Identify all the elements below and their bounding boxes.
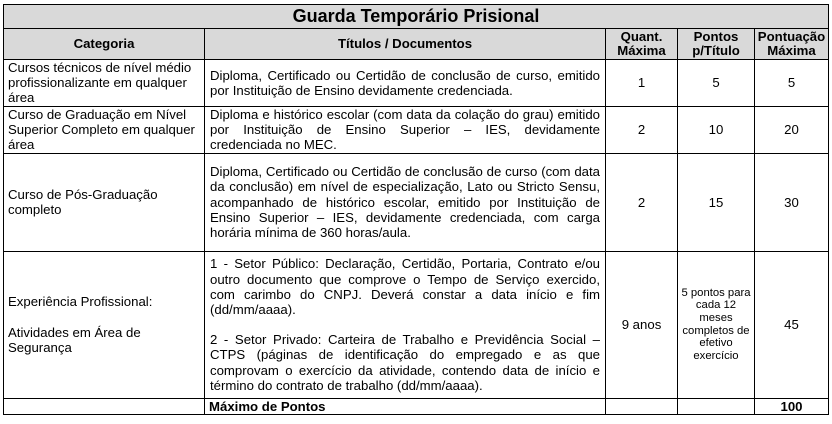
row-category: Cursos técnicos de nível médio profissionalizante em qualquer área: [4, 60, 205, 107]
row-points-per-title: 15: [678, 153, 755, 251]
row-category: [4, 251, 205, 398]
row-points-per-title: 5: [678, 60, 755, 107]
row-score-max: 20: [755, 106, 829, 153]
row-category-line1: Experiência Profissional:: [8, 294, 153, 310]
row-points-per-title: 10: [678, 106, 755, 153]
table-row: [4, 153, 829, 251]
score-table: [3, 4, 829, 415]
row-category: Curso de Graduação em Nível Superior Completo em qualquer área: [4, 106, 205, 153]
row-points-per-title: 5 pontos para cada 12 meses completos de efetivo exercício: [678, 251, 755, 398]
row-quant-max: 2: [606, 106, 678, 153]
row-quant-max: 1: [606, 60, 678, 107]
total-spacer: [4, 398, 205, 414]
header-score-max: Pontuação Máxima: [755, 29, 829, 60]
row-category: Curso de Pós-Graduação completo: [4, 153, 205, 251]
total-value: 100: [755, 398, 829, 414]
row-documents-public: 1 - Setor Público: Declaração, Certidão, Portaria, Contrato e/ou outro documento que comprove o Tempo de Serviço exercido, com carimbo do CNPJ. Deverá constar a data início e fim (dd/mm/aaaa).: [210, 256, 600, 317]
total-label: Máximo de Pontos: [205, 398, 606, 414]
row-score-max: 5: [755, 60, 829, 107]
row-category-line2: Atividades em Área de Segurança: [8, 324, 141, 355]
row-quant-max: 9 anos: [606, 251, 678, 398]
header-points-per-title: Pontos p/Título: [678, 29, 755, 60]
row-documents-private: 2 - Setor Privado: Carteira de Trabalho e Previdência Social – CTPS (páginas de identificação do empregado e as que comprovam o exercício da atividade, contendo data de início e término do contrato de trabalho (dd/mm/aaaa).: [210, 332, 600, 393]
row-documents: Diploma e histórico escolar (com data da colação do grau) emitido por Instituição de Ensino Superior – IES, devidamente credenciada no MEC.: [205, 106, 606, 153]
table-title: Guarda Temporário Prisional: [4, 5, 829, 29]
table-row: [4, 106, 829, 153]
header-titles: Títulos / Documentos: [205, 29, 606, 60]
header-quant-max: Quant. Máxima: [606, 29, 678, 60]
total-spacer: [606, 398, 678, 414]
total-spacer: [678, 398, 755, 414]
header-category: Categoria: [4, 29, 205, 60]
row-documents: [205, 251, 606, 398]
row-score-max: 30: [755, 153, 829, 251]
table-row: [4, 251, 829, 398]
row-quant-max: 2: [606, 153, 678, 251]
row-documents: Diploma, Certificado ou Certidão de conclusão de curso, emitido por Instituição de Ensino devidamente credenciada.: [205, 60, 606, 107]
row-score-max: 45: [755, 251, 829, 398]
row-documents: Diploma, Certificado ou Certidão de conclusão de curso (com data da conclusão) em nível de especialização, Lato ou Stricto Sensu, acompanhado de histórico escolar, emitido por Instituição de Ensino Superior – IES, devidamente credenciada, com carga horária mínima de 360 horas/aula.: [205, 153, 606, 251]
table-row: [4, 60, 829, 107]
total-row: [4, 398, 829, 414]
